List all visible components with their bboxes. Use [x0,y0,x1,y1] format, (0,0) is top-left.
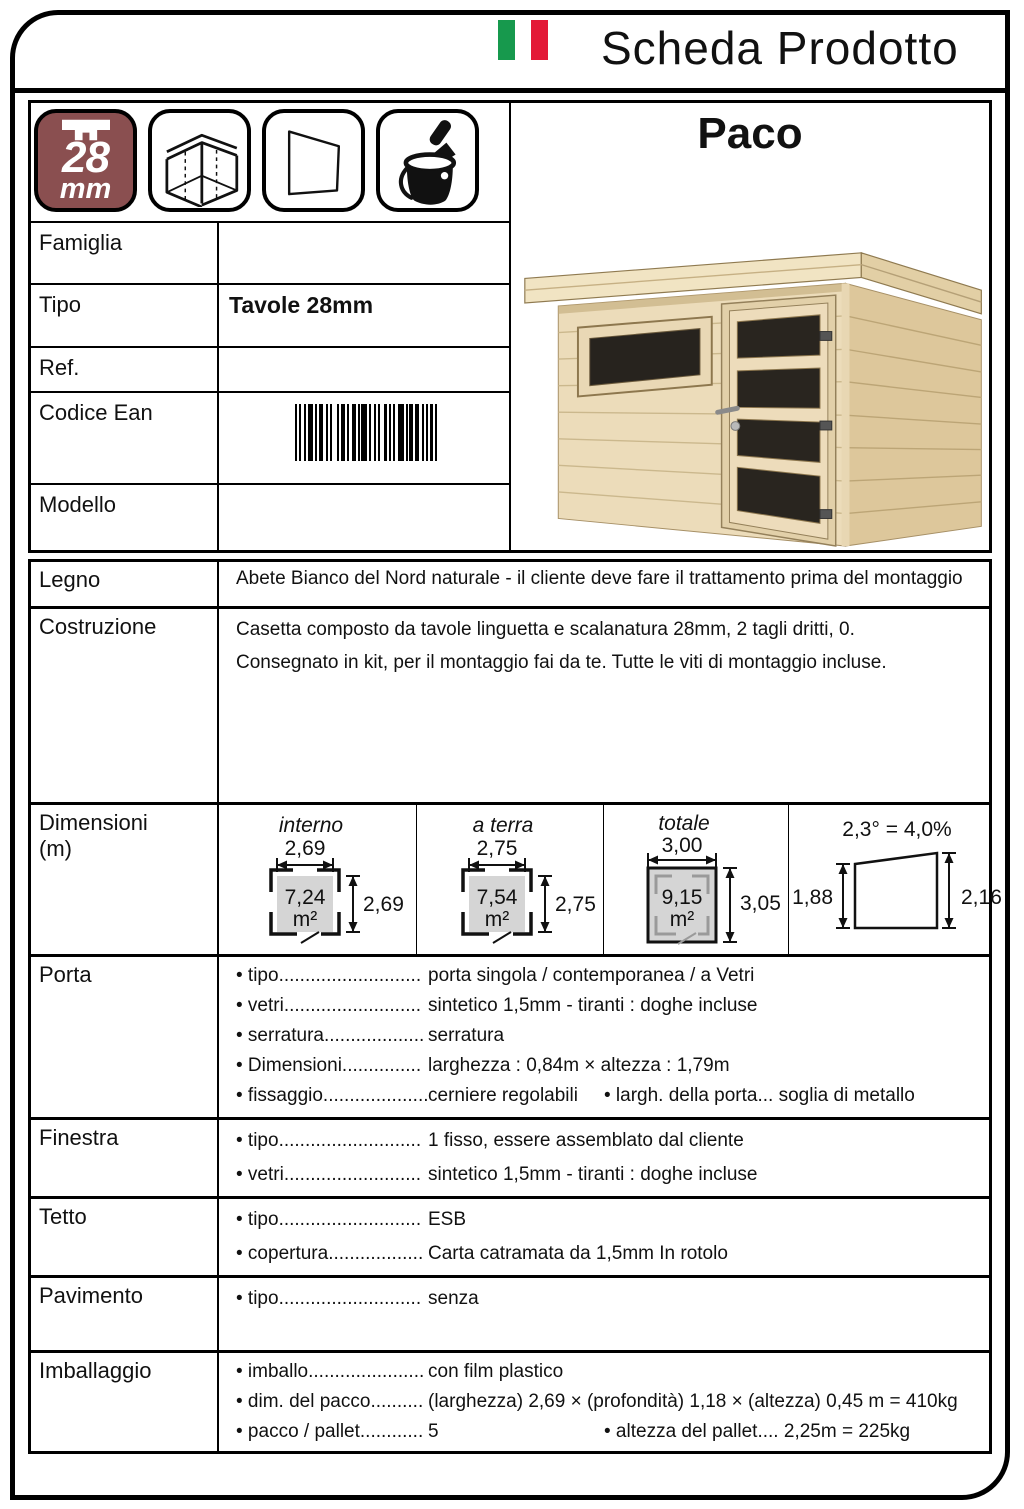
product-info-table [28,100,992,553]
svg-text:m²: m² [484,908,510,931]
ean-barcode [295,404,499,461]
svg-text:2,75: 2,75 [476,837,518,860]
product-image [515,182,989,548]
info-label-ean: Codice Ean [31,391,219,483]
row-label: Tetto [31,1199,219,1275]
row-label: Costruzione [31,609,219,802]
info-value-ref [219,346,509,391]
svg-text:9,15: 9,15 [661,886,703,909]
svg-text:totale: totale [658,812,710,835]
spec-line: • tipo........................... senza [236,1288,479,1309]
flat-roof-icon [262,109,365,212]
spec-line: • serratura................... serratura [236,1025,505,1046]
thickness-unit: mm [59,173,112,206]
costruzione-line2: Consegnato in kit, per il montaggio fai da te. Tutte le viti di montaggio incluse. [236,652,887,673]
info-value-modello [219,483,509,550]
svg-text:1,88: 1,88 [792,886,833,909]
svg-text:2,3° = 4,0%: 2,3° = 4,0% [842,818,952,841]
product-name: Paco [697,109,803,158]
dim-panel-interno [219,805,416,954]
dim-panel-totale [603,805,788,954]
svg-text:7,24: 7,24 [284,886,325,909]
spec-line: • vetri.......................... sintetico 1,5mm - tiranti : doghe incluse [236,995,758,1016]
header [15,15,1005,93]
corner-joint-icon [148,109,251,212]
info-value-tipo: Tavole 28mm [219,283,509,346]
row-label: Pavimento [31,1278,219,1350]
spec-row-costruzione [31,606,989,802]
product-cell [509,103,989,550]
svg-text:2,16: 2,16 [961,886,1002,909]
info-label-tipo: Tipo [31,283,219,346]
italy-flag-icon [498,20,548,60]
spec-line: • tipo........................... 1 fisso, essere assemblato dal cliente [236,1130,744,1151]
spec-row-tetto [31,1196,989,1275]
spec-row-imballaggio [31,1350,989,1451]
spec-row-porta [31,954,989,1117]
row-label-unit: (m) [39,836,72,861]
svg-text:3,00: 3,00 [661,834,703,857]
paint-treatment-icon [376,109,479,212]
feature-icons-row [31,103,509,221]
info-label-modello: Modello [31,483,219,550]
svg-text:3,05: 3,05 [740,892,781,915]
svg-text:m²: m² [669,908,695,931]
spec-line: • fissaggio.................... cerniere regolabili • largh. della porta... soglia di metallo [236,1085,915,1106]
info-value-famiglia [219,221,509,283]
row-label: Dimensioni [39,810,148,835]
row-label: Finestra [31,1120,219,1196]
svg-text:2,69: 2,69 [284,837,325,860]
svg-text:2,75: 2,75 [555,893,596,916]
dim-panel-roof-slope [788,805,1007,954]
spec-line: • tipo........................... ESB [236,1209,467,1230]
spec-row-pavimento [31,1275,989,1350]
spec-line: • copertura.................. Carta catramata da 1,5mm In rotolo [236,1243,728,1264]
spec-line: • Dimensioni............... larghezza : 0,84m × altezza : 1,79m [236,1055,730,1076]
thickness-28mm-badge [34,109,137,212]
spec-line: • imballo...................... con film plastico [236,1361,564,1382]
row-label: Porta [31,957,219,1117]
svg-text:a terra: a terra [472,814,534,837]
info-value-ean [219,391,509,483]
info-label-ref: Ref. [31,346,219,391]
spec-line: • tipo........................... porta singola / contemporanea / a Vetri [236,965,755,986]
svg-text:interno: interno [278,814,343,837]
dim-panel-a-terra [416,805,603,954]
content [15,93,1005,1454]
product-sheet-page [10,10,1010,1500]
row-label: Imballaggio [31,1353,219,1451]
spec-line: • dim. del pacco.......... (larghezza) 2,69 × (profondità) 1,18 × (altezza) 0,45 m = 410kg [236,1391,958,1412]
spec-line: • pacco / pallet............ 5 • altezza del pallet.... 2,25m = 225kg [236,1421,911,1442]
costruzione-line1: Casetta composto da tavole linguetta e scalanatura 28mm, 2 tagli dritti, 0. [236,619,855,640]
spec-row-dimensioni [31,802,1002,954]
legno-text: Abete Bianco del Nord naturale - il cliente deve fare il trattamento prima del montaggio [236,568,963,589]
spec-table [28,559,1002,1454]
svg-text:7,54: 7,54 [476,886,518,909]
row-label: Legno [31,562,219,606]
page-title: Scheda Prodotto [601,22,959,74]
thickness-value: 28 [62,133,109,183]
svg-text:m²: m² [292,908,317,931]
spec-line: • vetri.......................... sintetico 1,5mm - tiranti : doghe incluse [236,1164,758,1185]
svg-text:2,69: 2,69 [362,893,404,916]
spec-row-legno [31,562,989,606]
info-label-famiglia: Famiglia [31,221,219,283]
spec-row-finestra [31,1117,989,1196]
